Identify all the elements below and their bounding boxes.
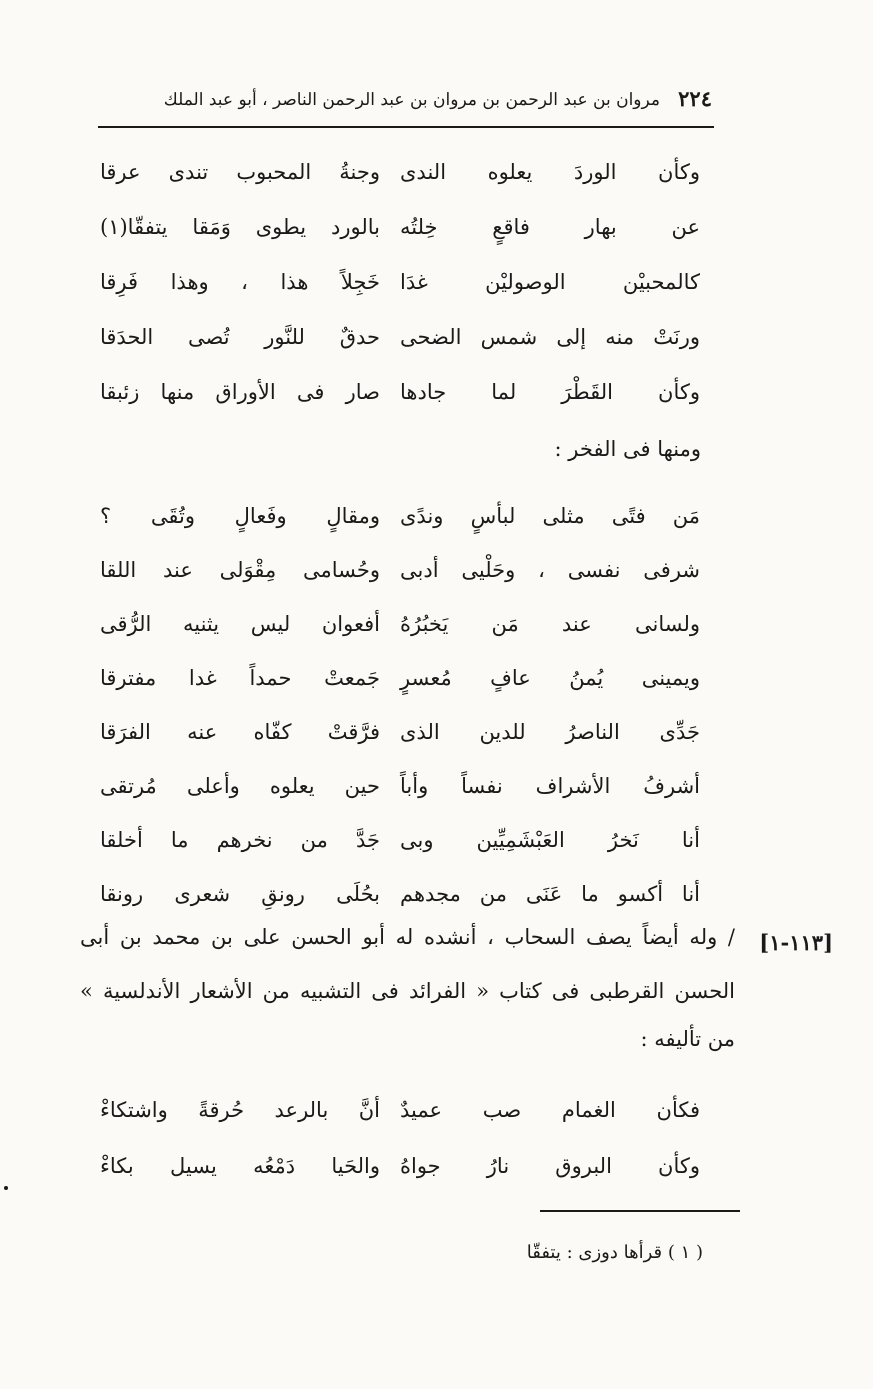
verse-first-hemistich: مَن فتًى مثلى لبأسٍ وندًى [400,504,700,528]
verse-second-hemistich: والحَيا دَمْعُه يسيل بكاءْ [100,1154,380,1178]
ink-speck [4,1186,8,1190]
verse-first-hemistich: ولسانى عند مَن يَخبُرُهُ [400,612,700,636]
verse [100,550,700,594]
verse-first-hemistich: أنا أكسو ما عَنَى من مجدهم [400,882,700,906]
verse [100,262,700,306]
prose-line: من تأليفه : [640,1027,735,1051]
verse [100,317,700,361]
verse [100,372,700,416]
verse-first-hemistich: شرفى نفسى ، وحَلْيى أدبى [400,558,700,582]
footnote-rule [540,1210,740,1212]
verse-first-hemistich: أشرفُ الأشراف نفساً وأباً [400,774,700,798]
verse-first-hemistich: ورنَتْ منه إلى شمس الضحى [400,325,700,349]
verse-first-hemistich: كالمحبيْن الوصوليْن غدَا [400,270,700,294]
verse-second-hemistich: بالورد يطوى وَمَقا يتفقّا(١) [100,215,380,239]
verse-second-hemistich: صار فى الأوراق منها زئبقا [100,380,380,404]
verse-first-hemistich: ويمينى يُمنُ عافٍ مُعسرٍ [400,666,700,690]
verse [100,496,700,540]
verse-first-hemistich: وكأن الوردَ يعلوه الندى [400,160,700,184]
page-header [100,80,712,124]
verse-first-hemistich: عن بهار فاقعٍ خِلتُه [400,215,700,239]
verse-first-hemistich: جَدِّى الناصرُ للدين الذى [400,720,700,744]
verse [100,658,700,702]
verse [100,712,700,756]
footnote: ( ١ ) قرأها دوزى : يتفقّا [526,1242,703,1263]
running-title: مروان بن عبد الرحمن بن مروان بن عبد الرحمن الناصر ، أبو عبد الملك [163,90,660,110]
page-number: ٢٢٤ [678,86,712,111]
verse [100,766,700,810]
verse-second-hemistich: وحُسامى مِقْوَلى عند اللقا [100,558,380,582]
verse-second-hemistich: أفعوان ليس يثنيه الرُّقى [100,612,380,636]
verse [100,820,700,864]
verse-second-hemistich: ومقالٍ وفَعالٍ وتُقَى ؟ [100,504,380,528]
verse-second-hemistich: وجنةُ المحبوب تندى عرقا [100,160,380,184]
verse-second-hemistich: أنَّ بالرعد حُرقةً واشتكاءْ [100,1098,380,1122]
margin-reference: [١١٣-١] [759,930,833,955]
verse-second-hemistich: جَمعتْ حمداً غدا مفترقا [100,666,380,690]
prose-line: الحسن القرطبى فى كتاب « الفرائد فى التشبيه من الأشعار الأندلسية » [80,979,735,1003]
verse-second-hemistich: فرَّقتْ كفّاه عنه الفرَقا [100,720,380,744]
verse-first-hemistich: أنا نَخرُ العَبْشَمِيِّين وبى [400,828,700,852]
verse [100,604,700,648]
prose-line: / وله أيضاً يصف السحاب ، أنشده له أبو الحسن على بن محمد بن أبى [80,925,735,949]
verse-second-hemistich: جَدَّ من نخرهم ما أخلقا [100,828,380,852]
verse-first-hemistich: وكأن القَطْرَ لما جادها [400,380,700,404]
verse [100,152,700,196]
verse-second-hemistich: حدقٌ للنَّور تُصى الحدَقا [100,325,380,349]
verse-second-hemistich: حين يعلوه وأعلى مُرتقى [100,774,380,798]
verse [100,1090,700,1134]
prose-paragraph [80,925,735,1065]
verse-second-hemistich: بحُلَى رونقِ شعرى رونقا [100,882,380,906]
header-rule [98,126,714,128]
verse [100,207,700,251]
verse [100,1146,700,1190]
verse-first-hemistich: فكأن الغمام صب عميدٌ [400,1098,700,1122]
section-heading: ومنها فى الفخر : [554,437,701,461]
verse [100,874,700,918]
verse-second-hemistich: خَجِلاً هذا ، وهذا فَرِقا [100,270,380,294]
verse-first-hemistich: وكأن البروق نارُ جواهُ [400,1154,700,1178]
